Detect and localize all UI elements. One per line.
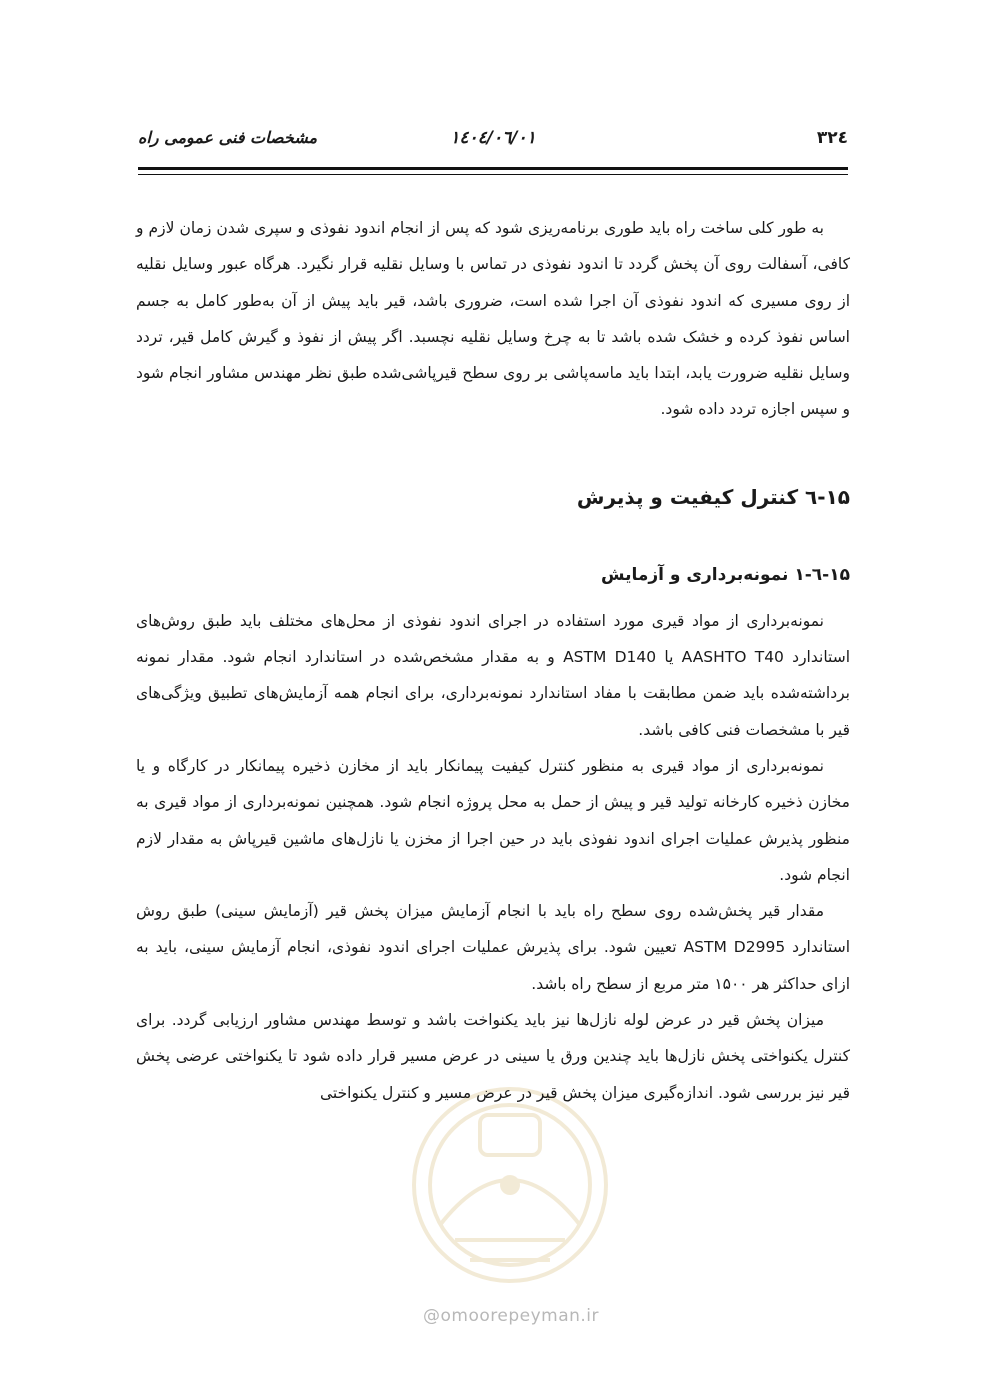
header-rule-thin — [138, 174, 848, 175]
body-paragraph: مقدار قیر پخش‌شده روی سطح راه باید با انجام آزمایش میزان پخش قیر (آزمایش سینی) طبق روش استاندارد ASTM D2995 تعیین شود. برای پذیرش عملیات اجرای اندود نفوذی، انجام آزمایش سینی، باید به ازای حداکثر هر ۱۵۰۰ متر مربع از سطح راه باشد. — [136, 902, 851, 993]
section-heading: ۱۵-٦ کنترل کیفیت و پذیرش — [576, 484, 850, 509]
header-date: ۱٤۰٤/۰٦/۰۱ — [450, 128, 536, 148]
page-number: ۳۲٤ — [816, 128, 848, 148]
running-header — [138, 128, 848, 162]
subsection-heading: ۱۵-٦-۱ نمونه‌برداری و آزمایش — [601, 564, 850, 585]
intro-paragraph: به طور کلی ساخت راه باید طوری برنامه‌ریزی شود که پس از انجام اندود نفوذی و سپری شدن زمان لازم و کافی، آسفالت روی آن پخش گردد تا اندود نفوذی در تماس با وسایل نقلیه قرار نگیرد. هرگاه عبور وسایل نقلیه از روی مسیری که اندود نفوذی آن اجرا شده است، ضروری باشد، قیر باید پیش از آن به‌طور کامل به جسم اساس نفوذ کرده و خشک شده باشد تا به چرخ وسایل نقلیه نچسبد. اگر پیش از نفوذ و گیرش کامل قیر، تردد وسایل نقلیه ضرورت یابد، ابتدا باید ماسه‌پاشی بر روی سطح قیرپاشی‌شده طبق نظر مهندس مشاور انجام شود و سپس اجازه تردد داده شود. — [136, 219, 850, 419]
watermark-url: @omoorepeyman.ir — [422, 1306, 600, 1326]
body-paragraph: نمونه‌برداری از مواد قیری به منظور کنترل کیفیت پیمانکار باید از مخازن ذخیره پیمانکار در کارگاه و یا مخازن ذخیره کارخانه تولید قیر و پیش از حمل به محل پروژه انجام شود. همچنین نمونه‌برداری از مواد قیری به منظور پذیرش عملیات اجرای اندود نفوذی باید در حین اجرا از مخزن یا نازل‌های ماشین قیرپاش به مقدار لازم انجام شود. — [136, 756, 850, 884]
header-rule-thick — [138, 167, 848, 170]
document-title: مشخصات فنی عمومی راه — [138, 128, 318, 147]
body-paragraph: میزان پخش قیر در عرض لوله نازل‌ها نیز باید یکنواخت باشد و توسط مهندس مشاور ارزیابی گردد. برای کنترل یکنواختی پخش نازل‌ها باید چندین ورق یا سینی در عرض مسیر قرار داده شود تا یکنواختی عرضی پخش قیر نیز بررسی شود. اندازه‌گیری میزان پخش قیر در عرض مسیر و کنترل یکنواختی — [136, 1011, 850, 1102]
document-body — [136, 210, 850, 1111]
body-paragraph: نمونه‌برداری از مواد قیری مورد استفاده در اجرای اندود نفوذی از محل‌های مختلف باید طبق روش‌های استاندارد AASHTO T40 یا ASTM D140 و به مقدار مشخص‌شده در استاندارد انجام شود. مقدار نمونه برداشته‌شده باید ضمن مطابقت با مفاد استاندارد نمونه‌برداری، برای انجام همه آزمایش‌های تطبیق ویژگی‌های قیر با مشخصات فنی کافی باشد. — [136, 611, 851, 739]
